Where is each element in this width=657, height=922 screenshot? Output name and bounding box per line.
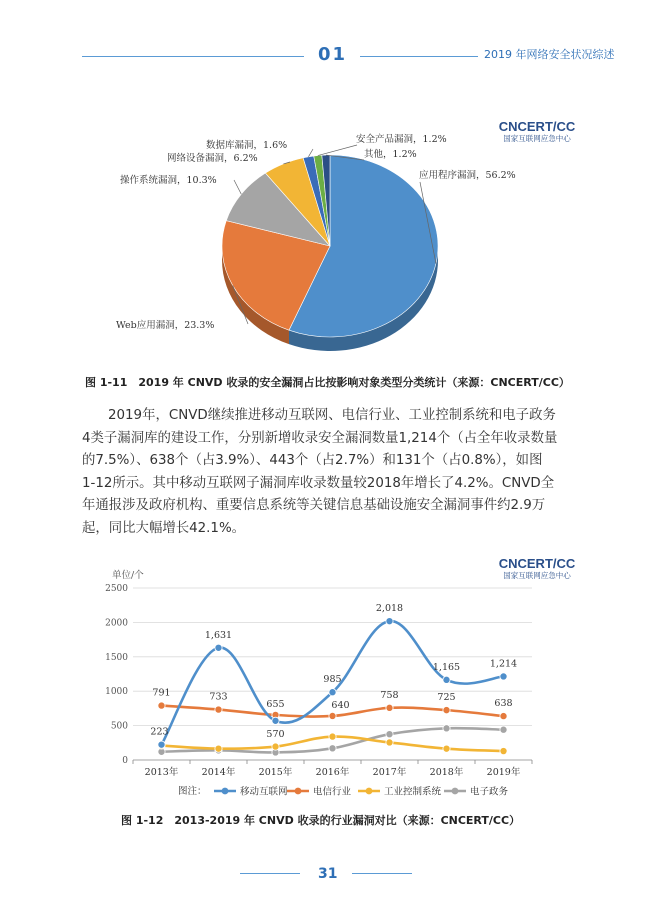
data-point bbox=[386, 618, 393, 625]
x-tick-label: 2017年 bbox=[372, 767, 407, 778]
pie-slice-label: 操作系统漏洞，10.3% bbox=[120, 175, 217, 186]
data-point bbox=[272, 743, 279, 750]
legend-entry: 工业控制系统 bbox=[384, 786, 442, 798]
data-point bbox=[158, 741, 165, 748]
data-point bbox=[443, 745, 450, 752]
data-label: 791 bbox=[152, 687, 171, 699]
data-label: 1,214 bbox=[489, 658, 518, 670]
data-point bbox=[329, 689, 336, 696]
footer-rule-left bbox=[240, 873, 300, 874]
y-tick-label: 500 bbox=[110, 721, 128, 732]
paragraph-line: 4类子漏洞库的建设工作，分别新增收录安全漏洞数量1,214个（占全年收录数量 bbox=[82, 430, 558, 446]
data-label: 570 bbox=[266, 728, 285, 740]
data-point bbox=[158, 702, 165, 709]
data-point bbox=[386, 739, 393, 746]
pie-slice-label: 安全产品漏洞，1.2% bbox=[356, 134, 447, 145]
data-point bbox=[329, 745, 336, 752]
figure2-caption: 图 1-12 2013-2019 年 CNVD 收录的行业漏洞对比（来源：CNCERT/CC） bbox=[121, 814, 521, 827]
paragraph-line: 2019年，CNVD继续推进移动互联网、电信行业、工业控制系统和电子政务 bbox=[108, 408, 556, 423]
line-chart bbox=[0, 560, 657, 810]
data-label: 725 bbox=[437, 692, 456, 704]
y-axis-label: 单位/个 bbox=[112, 570, 144, 581]
data-point bbox=[500, 713, 507, 720]
section-number: 01 bbox=[318, 44, 348, 65]
x-tick-label: 2013年 bbox=[144, 767, 179, 778]
data-point bbox=[500, 726, 507, 733]
data-point bbox=[272, 717, 279, 724]
legend-prefix: 图注： bbox=[178, 786, 207, 797]
data-point bbox=[386, 704, 393, 711]
x-tick-label: 2016年 bbox=[315, 767, 350, 778]
legend-entry: 电信行业 bbox=[313, 786, 352, 798]
data-label: 223 bbox=[150, 726, 169, 738]
pie-leader-line bbox=[318, 145, 357, 156]
body-paragraph bbox=[82, 405, 594, 541]
paragraph-line: 1-12所示。其中移动互联网子漏洞库收录数量较2018年增长了4.2%。CNVD全 bbox=[82, 475, 555, 491]
logo-name: CNCERT/CC bbox=[498, 556, 576, 571]
pie-slice-label: 网络设备漏洞，6.2% bbox=[167, 153, 258, 164]
data-label: 655 bbox=[266, 698, 285, 710]
footer-rule-right bbox=[352, 873, 412, 874]
pie-chart bbox=[0, 0, 657, 370]
data-label: 758 bbox=[380, 689, 399, 701]
y-tick-label: 2000 bbox=[105, 618, 128, 629]
data-point bbox=[443, 676, 450, 683]
data-label: 1,165 bbox=[432, 661, 461, 673]
pie-leader-line bbox=[234, 180, 241, 194]
paragraph-line: 年通报涉及政府机构、重要信息系统等关键信息基础设施安全漏洞事件约2.9万 bbox=[82, 498, 546, 514]
logo-name: CNCERT/CC bbox=[498, 119, 576, 134]
y-tick-label: 0 bbox=[122, 756, 128, 766]
data-point bbox=[329, 733, 336, 740]
data-point bbox=[500, 673, 507, 680]
pie-slice-label: 其他，1.2% bbox=[364, 149, 417, 160]
data-label: 1,631 bbox=[204, 629, 233, 641]
data-label: 638 bbox=[494, 698, 513, 710]
logo-subtitle: 国家互联网应急中心 bbox=[503, 134, 571, 143]
data-point bbox=[329, 712, 336, 719]
data-label: 985 bbox=[323, 674, 342, 686]
pie-slice-label: 数据库漏洞，1.6% bbox=[206, 140, 288, 151]
y-tick-label: 1000 bbox=[105, 687, 128, 698]
legend-entry: 移动互联网 bbox=[240, 786, 288, 798]
legend-swatch-marker bbox=[452, 788, 459, 795]
legend-swatch-marker bbox=[366, 788, 373, 795]
data-label: 2,018 bbox=[375, 603, 404, 615]
figure1-caption: 图 1-11 2019 年 CNVD 收录的安全漏洞占比按影响对象类型分类统计（来源：CNCERT/CC） bbox=[85, 376, 570, 389]
data-point bbox=[386, 731, 393, 738]
x-tick-label: 2019年 bbox=[486, 767, 521, 778]
data-point bbox=[215, 745, 222, 752]
data-point bbox=[443, 725, 450, 732]
logo-subtitle: 国家互联网应急中心 bbox=[503, 571, 571, 580]
paragraph-line: 起，同比大幅增长42.1%。 bbox=[82, 520, 246, 536]
legend-swatch-marker bbox=[222, 788, 229, 795]
legend-swatch-marker bbox=[295, 788, 302, 795]
data-point bbox=[215, 644, 222, 651]
x-tick-label: 2015年 bbox=[258, 767, 293, 778]
data-label: 640 bbox=[331, 699, 350, 711]
x-tick-label: 2018年 bbox=[429, 767, 464, 778]
data-point bbox=[500, 747, 507, 754]
pie-slice-label: 应用程序漏洞，56.2% bbox=[419, 170, 516, 181]
y-tick-label: 1500 bbox=[105, 652, 128, 663]
paragraph-line: 的7.5%）、638个（占3.9%）、443个（占2.7%）和131个（占0.8%），如图 bbox=[82, 453, 543, 469]
x-tick-label: 2014年 bbox=[201, 767, 236, 778]
data-label: 733 bbox=[209, 691, 228, 703]
pie-leader-line bbox=[308, 149, 313, 157]
y-tick-label: 2500 bbox=[105, 584, 128, 594]
data-point bbox=[215, 706, 222, 713]
legend-entry: 电子政务 bbox=[470, 786, 509, 798]
pie-slice-label: Web应用漏洞，23.3% bbox=[116, 320, 215, 331]
page-number: 31 bbox=[318, 866, 338, 882]
data-point bbox=[443, 707, 450, 714]
header-title: 2019 年网络安全状况综述 bbox=[484, 48, 615, 61]
